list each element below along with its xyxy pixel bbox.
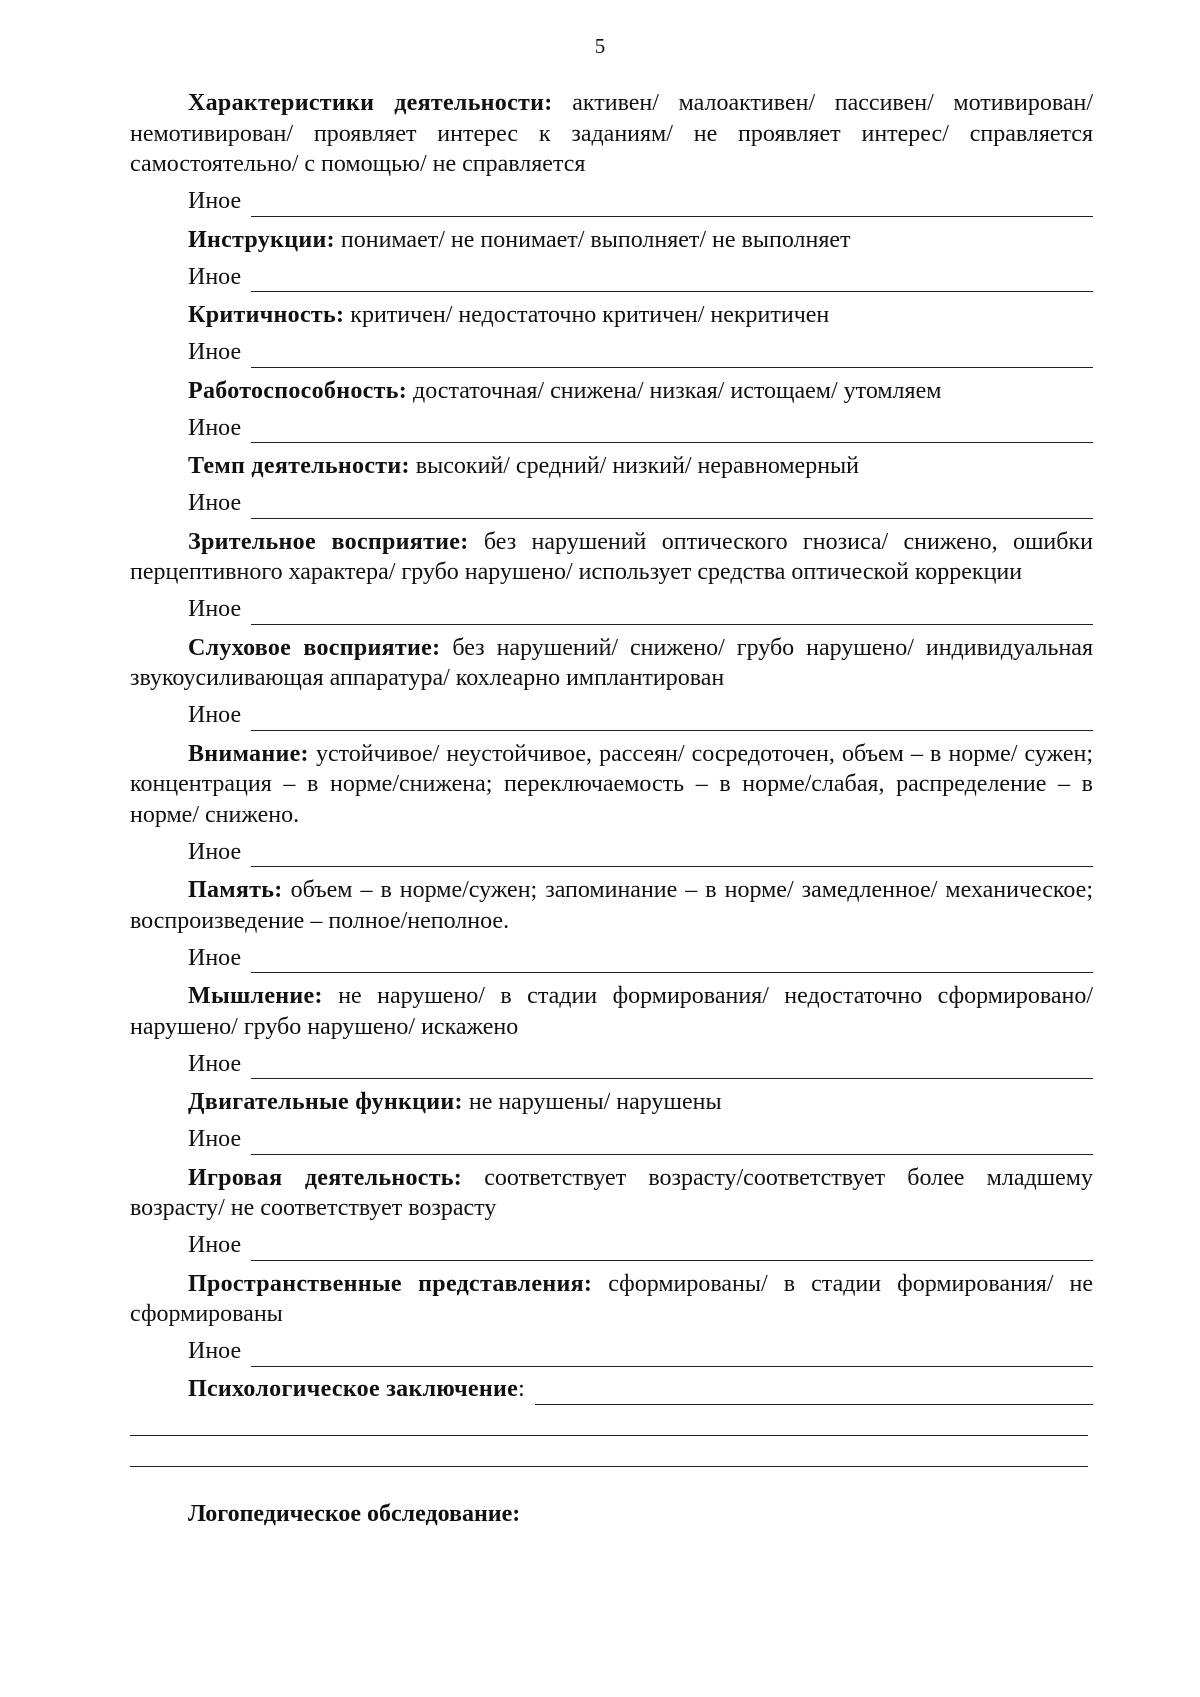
- blank-line[interactable]: [251, 1344, 1093, 1367]
- section-options: соответствует возрасту/соответствует более младшему возрасту/ не соответствует возрасту: [130, 1164, 1093, 1221]
- other-label: Иное: [188, 1050, 242, 1077]
- other-label: Иное: [188, 490, 242, 516]
- section-motor-functions: [130, 1087, 1093, 1155]
- section-options: без нарушений оптического гнозиса/ снижено, ошибки перцептивного характера/ грубо нарушено/ использует средства оптической коррекции: [130, 528, 1093, 585]
- other-label: Иное: [188, 188, 242, 214]
- other-field[interactable]: [188, 943, 1093, 973]
- section-options: понимает/ не понимает/ выполняет/ не выполняет: [334, 226, 851, 253]
- speech-therapy-heading: Логопедическое обследование:: [188, 1500, 521, 1527]
- blank-line[interactable]: [251, 269, 1093, 292]
- conclusion-colon: :: [518, 1376, 525, 1402]
- section-term: Мышление:: [188, 983, 323, 1009]
- section-working-capacity: [130, 376, 1093, 444]
- section-term: Память:: [188, 877, 283, 903]
- other-field[interactable]: [188, 489, 1093, 519]
- section-spatial-representations: [130, 1269, 1093, 1367]
- section-play-activity: [130, 1163, 1093, 1261]
- blank-line[interactable]: [251, 844, 1093, 867]
- blank-line[interactable]: [535, 1382, 1093, 1405]
- section-attention: [130, 739, 1093, 868]
- other-field[interactable]: [188, 338, 1093, 368]
- other-field[interactable]: [188, 1337, 1093, 1367]
- other-field[interactable]: [188, 413, 1093, 443]
- section-term: Слуховое восприятие:: [188, 634, 441, 661]
- other-label: Иное: [188, 596, 242, 622]
- other-field[interactable]: [188, 262, 1093, 292]
- section-criticality: [130, 300, 1093, 368]
- section-term: Пространственные представления:: [188, 1270, 593, 1297]
- other-label: Иное: [188, 414, 242, 441]
- section-term: Критичность:: [188, 302, 345, 328]
- other-label: Иное: [188, 1232, 242, 1258]
- psychological-conclusion-field[interactable]: [188, 1375, 1093, 1405]
- section-term: Игровая деятельность:: [188, 1164, 463, 1191]
- section-options: не нарушены/ нарушены: [462, 1089, 722, 1115]
- other-field[interactable]: [188, 1049, 1093, 1079]
- other-field[interactable]: [188, 595, 1093, 625]
- section-options: критичен/ недостаточно критичен/ некритичен: [344, 302, 830, 328]
- section-term: Двигательные функции:: [188, 1089, 463, 1115]
- section-options: сформированы/ в стадии формирования/ не сформированы: [130, 1270, 1094, 1327]
- other-label: Иное: [188, 838, 242, 865]
- section-instructions: [130, 225, 1093, 293]
- blank-line[interactable]: [251, 1056, 1093, 1079]
- section-options: достаточная/ снижена/ низкая/ истощаем/ утомляем: [407, 377, 942, 404]
- blank-line[interactable]: [251, 708, 1093, 731]
- other-label: Иное: [188, 1338, 242, 1364]
- section-term: Зрительное восприятие:: [188, 528, 469, 555]
- section-thinking: [130, 981, 1093, 1079]
- section-options: высокий/ средний/ низкий/ неравномерный: [409, 453, 860, 479]
- other-field[interactable]: [188, 837, 1093, 867]
- section-term: Инструкции:: [188, 226, 335, 253]
- conclusion-label: Психологическое заключение: [188, 1376, 519, 1402]
- section-options: активен/ малоактивен/ пассивен/ мотивирован/ немотивирован/ проявляет интерес к заданиям/ не проявляет интерес/ справляется самостоятельно/ с помощью/ не справляется: [130, 90, 1093, 177]
- section-pace: [130, 451, 1093, 519]
- section-term: Внимание:: [188, 740, 309, 767]
- blank-line[interactable]: [251, 950, 1093, 973]
- section-options: устойчивое/ неустойчивое, рассеян/ сосредоточен, объем – в норме/ сужен; концентрация – в норме/снижена; переключаемость – в норме/слабая, распределение – в норме/ снижено.: [130, 740, 1093, 828]
- other-field[interactable]: [188, 1125, 1093, 1155]
- conclusion-blank-line-2[interactable]: [130, 1436, 1088, 1467]
- section-term: Темп деятельности:: [188, 453, 410, 479]
- section-activity: [130, 88, 1093, 217]
- blank-line[interactable]: [251, 420, 1093, 443]
- other-field[interactable]: [188, 187, 1093, 217]
- blank-line[interactable]: [251, 1238, 1093, 1261]
- section-visual-perception: [130, 527, 1093, 625]
- form-body: [130, 88, 1093, 1529]
- blank-line[interactable]: [251, 496, 1093, 519]
- other-field[interactable]: [188, 701, 1093, 731]
- section-term: Работоспособность:: [188, 377, 407, 404]
- section-options: объем – в норме/сужен; запоминание – в норме/ замедленное/ механическое; воспроизведение – полное/неполное.: [130, 877, 1093, 934]
- other-label: Иное: [188, 339, 242, 365]
- other-field[interactable]: [188, 1231, 1093, 1261]
- page-number: 5: [594, 34, 606, 58]
- blank-line[interactable]: [251, 1132, 1093, 1155]
- other-label: Иное: [188, 263, 242, 290]
- section-options: без нарушений/ снижено/ грубо нарушено/ индивидуальная звукоусиливающая аппаратура/ кохлеарно имплантирован: [130, 634, 1093, 691]
- section-options: не нарушено/ в стадии формирования/ недостаточно сформировано/ нарушено/ грубо нарушено/ искажено: [130, 983, 1093, 1040]
- conclusion-blank-line-1[interactable]: [130, 1405, 1088, 1436]
- section-auditory-perception: [130, 633, 1093, 731]
- other-label: Иное: [188, 1126, 242, 1152]
- blank-line[interactable]: [251, 345, 1093, 368]
- section-memory: [130, 875, 1093, 973]
- blank-line[interactable]: [251, 194, 1093, 217]
- other-label: Иное: [188, 702, 242, 728]
- other-label: Иное: [188, 944, 242, 971]
- blank-line[interactable]: [251, 602, 1093, 625]
- section-term: Характеристики деятельности:: [188, 90, 553, 116]
